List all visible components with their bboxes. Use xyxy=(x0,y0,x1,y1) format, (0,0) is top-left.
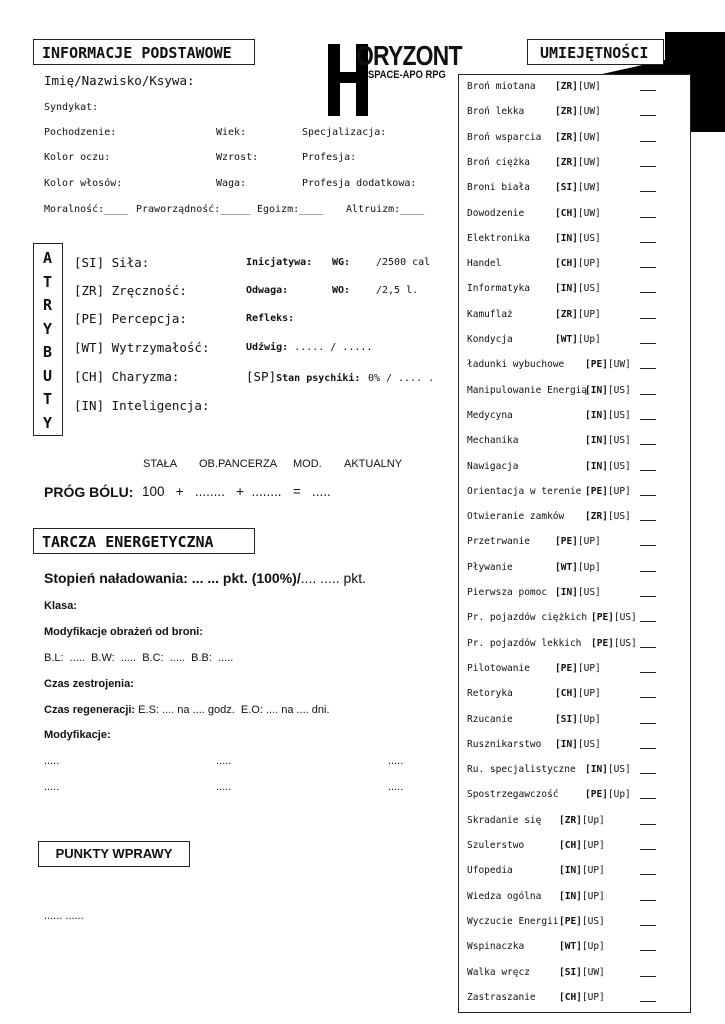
skill-row[interactable] xyxy=(467,258,682,274)
attr-code: [ZR] xyxy=(74,283,105,298)
skill-name: Szulerstwo xyxy=(467,840,525,851)
skill-attribute: [IN][US] xyxy=(555,283,601,295)
skill-name: Kamuflaż xyxy=(467,308,513,320)
skill-value-line[interactable] xyxy=(640,545,656,546)
skill-attribute: [IN][US] xyxy=(585,460,631,472)
skill-value-line[interactable] xyxy=(640,292,656,293)
skill-attribute: [CH][UW] xyxy=(555,207,601,219)
skill-attribute: [CH][UP] xyxy=(559,991,605,1003)
skill-row[interactable] xyxy=(467,461,682,477)
skill-row[interactable] xyxy=(467,359,682,375)
skill-name: Spostrzegawczość xyxy=(467,789,559,801)
skill-name: Medycyna xyxy=(467,409,513,421)
wo-value[interactable]: /2,5 l. xyxy=(376,285,419,296)
attributes-letter: T xyxy=(42,272,53,291)
skill-attribute: [CH][UP] xyxy=(559,840,605,851)
skill-row[interactable] xyxy=(467,865,682,881)
class-field[interactable]: Klasa: xyxy=(44,600,78,612)
skill-row[interactable] xyxy=(467,233,682,249)
origin-field[interactable]: Pochodzenie: xyxy=(44,127,117,138)
skill-row[interactable] xyxy=(467,815,682,831)
attr-label: Percepcja: xyxy=(111,311,187,326)
skill-row[interactable] xyxy=(467,967,682,983)
attributes-letter: U xyxy=(42,366,53,385)
skill-attribute: [IN][UP] xyxy=(559,890,605,902)
skill-row[interactable] xyxy=(467,157,682,173)
specialization-field[interactable]: Specjalizacja: xyxy=(302,127,387,138)
syndicate-field[interactable]: Syndykat: xyxy=(44,102,99,113)
skill-attribute: [IN][UP] xyxy=(559,865,605,877)
skill-name: Broń lekka xyxy=(467,106,525,118)
mod-slot[interactable]: ..... xyxy=(44,781,60,793)
skill-name: Pr. pojazdów ciężkich xyxy=(467,612,588,624)
wg-label: WG: xyxy=(332,257,351,268)
attr-strength[interactable] xyxy=(74,255,149,270)
skill-attribute: [ZR][US] xyxy=(585,511,631,523)
skill-name: Otwieranie zamków xyxy=(467,511,565,523)
skill-name: Ru. specjalistyczne xyxy=(467,764,576,776)
skill-name: Broń wsparcia xyxy=(467,131,542,143)
skill-name: Wspinaczka xyxy=(467,941,525,953)
col-mod: MOD. xyxy=(293,458,322,470)
attr-label: Wytrzymałość: xyxy=(111,340,210,355)
skill-attribute: [WT][Up] xyxy=(555,561,601,573)
skill-name: Pr. pojazdów lekkich xyxy=(467,637,582,649)
psyche-value: 0% / .... . xyxy=(367,373,435,384)
psyche-field[interactable] xyxy=(246,369,434,384)
skill-value-line[interactable] xyxy=(640,166,656,167)
skill-name: ładunki wybuchowe xyxy=(467,359,565,371)
basic-info-header: INFORMACJE PODSTAWOWE xyxy=(33,39,255,65)
skill-row[interactable] xyxy=(467,840,682,856)
regen-field[interactable] xyxy=(44,704,330,716)
attributes-letter: B xyxy=(42,343,53,361)
skill-attribute: [CH][UP] xyxy=(555,258,601,270)
logo-subtitle: SPACE-APO RPG xyxy=(368,69,446,81)
skill-name: Dowodzenie xyxy=(467,207,525,219)
skill-value-line[interactable] xyxy=(640,748,656,749)
attributes-vertical-label xyxy=(33,243,63,436)
height-field[interactable]: Wzrost: xyxy=(216,152,259,163)
skill-name: Manipulowanie Energią xyxy=(467,384,588,396)
skill-points-value[interactable]: ...... ...... xyxy=(44,910,84,922)
sp-code: [SP] xyxy=(246,369,277,384)
attr-charisma[interactable] xyxy=(74,369,179,384)
pain-threshold-formula[interactable]: 100 + ........ + ........ = ..... xyxy=(142,484,331,499)
skills-panel xyxy=(458,74,691,1013)
skill-name: Przetrwanie xyxy=(467,536,530,548)
hair-color-field[interactable]: Kolor włosów: xyxy=(44,178,123,189)
skill-value-line[interactable] xyxy=(640,318,656,319)
skill-name: Zastraszanie xyxy=(467,991,536,1003)
skill-row[interactable] xyxy=(467,789,682,805)
skill-row[interactable] xyxy=(467,562,682,578)
skill-value-line[interactable] xyxy=(640,90,656,91)
skill-attribute: [IN][US] xyxy=(555,232,601,244)
skill-value-line[interactable] xyxy=(640,419,656,420)
skill-value-line[interactable] xyxy=(640,723,656,724)
psyche-label: Stan psychiki: xyxy=(276,373,361,384)
skill-row[interactable] xyxy=(467,764,682,780)
skill-name: Informatyka xyxy=(467,283,530,295)
wo-label: WO: xyxy=(332,285,351,296)
skill-value-line[interactable] xyxy=(640,925,656,926)
skill-row[interactable] xyxy=(467,283,682,299)
morality-field[interactable]: Moralność:____ xyxy=(44,204,129,215)
attributes-letter: R xyxy=(42,296,53,314)
skill-attribute: [SI][UW] xyxy=(555,182,601,194)
skill-name: Broni biała xyxy=(467,182,530,194)
skill-value-line[interactable] xyxy=(640,394,656,395)
skill-attribute: [IN][US] xyxy=(555,587,601,598)
skill-value-line[interactable] xyxy=(640,621,656,622)
mods-label: Modyfikacje: xyxy=(44,729,111,741)
skill-row[interactable] xyxy=(467,309,682,325)
col-constant: STAŁA xyxy=(143,458,178,470)
skill-attribute: [IN][US] xyxy=(585,384,631,396)
skill-attribute: [SI][UW] xyxy=(559,966,605,978)
mod-slot[interactable]: ..... xyxy=(388,781,404,793)
attr-code: [IN] xyxy=(74,398,105,413)
charge-field[interactable] xyxy=(44,570,366,586)
skill-points-header: PUNKTY WPRAWY xyxy=(38,841,190,867)
skill-attribute: [CH][UP] xyxy=(555,688,601,700)
skill-value-line[interactable] xyxy=(640,520,656,521)
skill-value-line[interactable] xyxy=(640,849,656,850)
attr-code: [PE] xyxy=(74,311,105,326)
skill-value-line[interactable] xyxy=(640,1001,656,1002)
skill-row[interactable] xyxy=(467,182,682,198)
skill-attribute: [ZR][Up] xyxy=(559,814,605,826)
skill-attribute: [ZR][UW] xyxy=(555,131,601,143)
skill-row[interactable] xyxy=(467,587,682,603)
name-field[interactable]: Imię/Nazwisko/Ksywa: xyxy=(44,73,195,88)
skill-value-line[interactable] xyxy=(640,444,656,445)
skill-attribute: [PE][UP] xyxy=(555,662,601,674)
lawfulness-field[interactable]: Praworządność:_____ xyxy=(136,204,251,215)
regen-label: Czas regeneracji: xyxy=(44,704,136,716)
skill-attribute: [SI][Up] xyxy=(555,713,601,725)
weight-field[interactable]: Waga: xyxy=(216,178,247,189)
skill-value-line[interactable] xyxy=(640,217,656,218)
skill-name: Rusznikarstwo xyxy=(467,738,542,750)
skill-name: Retoryka xyxy=(467,688,513,700)
attributes-letter: Y xyxy=(42,413,53,432)
attributes-letter: Y xyxy=(42,319,53,338)
charge-label: Stopień naładowania: ... ... pkt. (100%)/ xyxy=(44,570,301,586)
wg-value[interactable]: /2500 cal xyxy=(376,257,431,268)
attr-code: [CH] xyxy=(74,369,105,384)
shield-header: TARCZA ENERGETYCZNA xyxy=(33,528,255,554)
skill-value-line[interactable] xyxy=(640,874,656,875)
skill-value-line[interactable] xyxy=(640,773,656,774)
altruism-field[interactable]: Altruizm:____ xyxy=(346,204,425,215)
weapon-mods-label: Modyfikacje obrażeń od broni: xyxy=(44,626,203,638)
skill-value-line[interactable] xyxy=(640,267,656,268)
skill-attribute: [ZR][UW] xyxy=(555,81,601,92)
skill-value-line[interactable] xyxy=(640,141,656,142)
skill-row[interactable] xyxy=(467,486,682,502)
skill-attribute: [IN][US] xyxy=(585,435,631,447)
skill-attribute: [ZR][UW] xyxy=(555,156,601,168)
skill-attribute: [PE][UW] xyxy=(585,359,631,371)
skill-value-line[interactable] xyxy=(640,115,656,116)
horyzont-logo xyxy=(326,40,462,116)
skill-name: Walka wręcz xyxy=(467,966,530,978)
skill-row[interactable] xyxy=(467,536,682,552)
skill-row[interactable] xyxy=(467,511,682,527)
skill-row[interactable] xyxy=(467,132,682,148)
skill-row[interactable] xyxy=(467,612,682,628)
skill-value-line[interactable] xyxy=(640,900,656,901)
skill-attribute: [PE][UP] xyxy=(555,536,601,548)
logo-title: ORYZONT xyxy=(356,40,462,71)
skill-row[interactable] xyxy=(467,334,682,350)
skill-value-line[interactable] xyxy=(640,976,656,977)
attributes-letter: A xyxy=(42,249,53,267)
skill-row[interactable] xyxy=(467,638,682,654)
skill-row[interactable] xyxy=(467,992,682,1008)
attr-dexterity[interactable] xyxy=(74,283,187,298)
skill-row[interactable] xyxy=(467,106,682,122)
skill-value-line[interactable] xyxy=(640,242,656,243)
mod-slot[interactable]: ..... xyxy=(216,755,232,767)
skill-row[interactable] xyxy=(467,688,682,704)
skill-value-line[interactable] xyxy=(640,571,656,572)
skill-name: Pierwsza pomoc xyxy=(467,587,548,598)
skill-value-line[interactable] xyxy=(640,596,656,597)
age-field[interactable]: Wiek: xyxy=(216,127,247,138)
skill-name: Rzucanie xyxy=(467,713,513,725)
skill-value-line[interactable] xyxy=(640,824,656,825)
lift-field[interactable] xyxy=(246,342,372,353)
attr-label: Zręczność: xyxy=(111,283,187,298)
skill-name: Broń ciężka xyxy=(467,156,530,168)
skill-value-line[interactable] xyxy=(640,950,656,951)
attr-code: [SI] xyxy=(74,255,105,270)
skill-name: Kondycja xyxy=(467,334,513,345)
initiative-field[interactable]: Inicjatywa: xyxy=(246,257,313,268)
mod-slot[interactable]: ..... xyxy=(388,755,404,767)
attr-label: Charyzma: xyxy=(111,369,180,384)
skill-row[interactable] xyxy=(467,941,682,957)
sync-time-field[interactable]: Czas zestrojenia: xyxy=(44,678,134,690)
skill-row[interactable] xyxy=(467,435,682,451)
reflex-field[interactable]: Refleks: xyxy=(246,313,295,324)
skill-attribute: [PE][UP] xyxy=(585,485,631,497)
skill-row[interactable] xyxy=(467,385,682,401)
skill-attribute: [IN][US] xyxy=(585,764,631,776)
skill-name: Handel xyxy=(467,258,502,270)
charge-rest: .... ..... pkt. xyxy=(300,570,367,586)
skill-attribute: [IN][US] xyxy=(585,409,631,421)
skill-value-line[interactable] xyxy=(640,470,656,471)
skill-name: Broń miotana xyxy=(467,81,536,92)
skill-name: Nawigacja xyxy=(467,460,519,472)
skill-name: Orientacja w terenie xyxy=(467,485,582,497)
skill-attribute: [PE][US] xyxy=(559,915,605,927)
skill-row[interactable] xyxy=(467,739,682,755)
courage-field[interactable]: Odwaga: xyxy=(246,285,289,296)
skill-attribute: [PE][US] xyxy=(591,637,637,649)
skill-attribute: [WT][Up] xyxy=(555,334,601,345)
skill-row[interactable] xyxy=(467,916,682,932)
skill-attribute: [PE][Up] xyxy=(585,789,631,801)
skill-name: Pływanie xyxy=(467,561,513,573)
skill-row[interactable] xyxy=(467,81,682,97)
skill-value-line[interactable] xyxy=(640,495,656,496)
attr-intelligence[interactable] xyxy=(74,398,209,413)
attr-code: [WT] xyxy=(74,340,105,355)
skill-attribute: [ZR][UP] xyxy=(555,308,601,320)
skill-row[interactable] xyxy=(467,410,682,426)
lift-label: Udźwig: xyxy=(246,342,289,353)
skill-attribute: [ZR][UW] xyxy=(555,106,601,118)
skill-value-line[interactable] xyxy=(640,191,656,192)
weapon-mods-values[interactable]: B.L: ..... B.W: ..... B.C: ..... B.B: ..... xyxy=(44,652,234,664)
skill-value-line[interactable] xyxy=(640,343,656,344)
regen-value: E.S: .... na .... godz. E.O: .... na .... dni. xyxy=(138,704,330,716)
skill-value-line[interactable] xyxy=(640,798,656,799)
extra-profession-field[interactable]: Profesja dodatkowa: xyxy=(302,178,417,189)
skill-value-line[interactable] xyxy=(640,647,656,648)
mod-slot[interactable]: ..... xyxy=(44,755,60,767)
skill-name: Skradanie się xyxy=(467,814,542,826)
skill-name: Wyczucie Energii xyxy=(467,915,559,927)
pain-threshold-label: PRÓG BÓLU: xyxy=(44,484,134,500)
skills-header: UMIEJĘTNOŚCI xyxy=(527,39,664,65)
skill-attribute: [IN][US] xyxy=(555,738,601,750)
skill-attribute: [WT][Up] xyxy=(559,941,605,953)
eye-color-field[interactable]: Kolor oczu: xyxy=(44,152,111,163)
skill-name: Elektronika xyxy=(467,232,530,244)
skill-name: Wiedza ogólna xyxy=(467,890,542,902)
skill-row[interactable] xyxy=(467,714,682,730)
lift-value: ..... / ..... xyxy=(294,342,373,353)
skill-value-line[interactable] xyxy=(640,697,656,698)
skill-row[interactable] xyxy=(467,208,682,224)
skill-attribute: [PE][US] xyxy=(591,612,637,624)
skill-value-line[interactable] xyxy=(640,672,656,673)
skill-value-line[interactable] xyxy=(640,368,656,369)
skill-row[interactable] xyxy=(467,891,682,907)
egoism-field[interactable]: Egoizm:____ xyxy=(257,204,324,215)
skill-name: Ufopedia xyxy=(467,865,513,877)
attr-label: Inteligencja: xyxy=(111,398,210,413)
skill-name: Mechanika xyxy=(467,435,519,447)
mod-slot[interactable]: ..... xyxy=(216,781,232,793)
profession-field[interactable]: Profesja: xyxy=(302,152,357,163)
attributes-letter: T xyxy=(42,390,53,408)
attr-perception[interactable] xyxy=(74,311,187,326)
col-armor: OB.PANCERZA xyxy=(199,458,278,470)
attr-label: Siła: xyxy=(111,255,150,270)
attr-endurance[interactable] xyxy=(74,340,209,355)
skill-name: Pilotowanie xyxy=(467,662,530,674)
col-current: AKTUALNY xyxy=(344,458,403,470)
skill-row[interactable] xyxy=(467,663,682,679)
